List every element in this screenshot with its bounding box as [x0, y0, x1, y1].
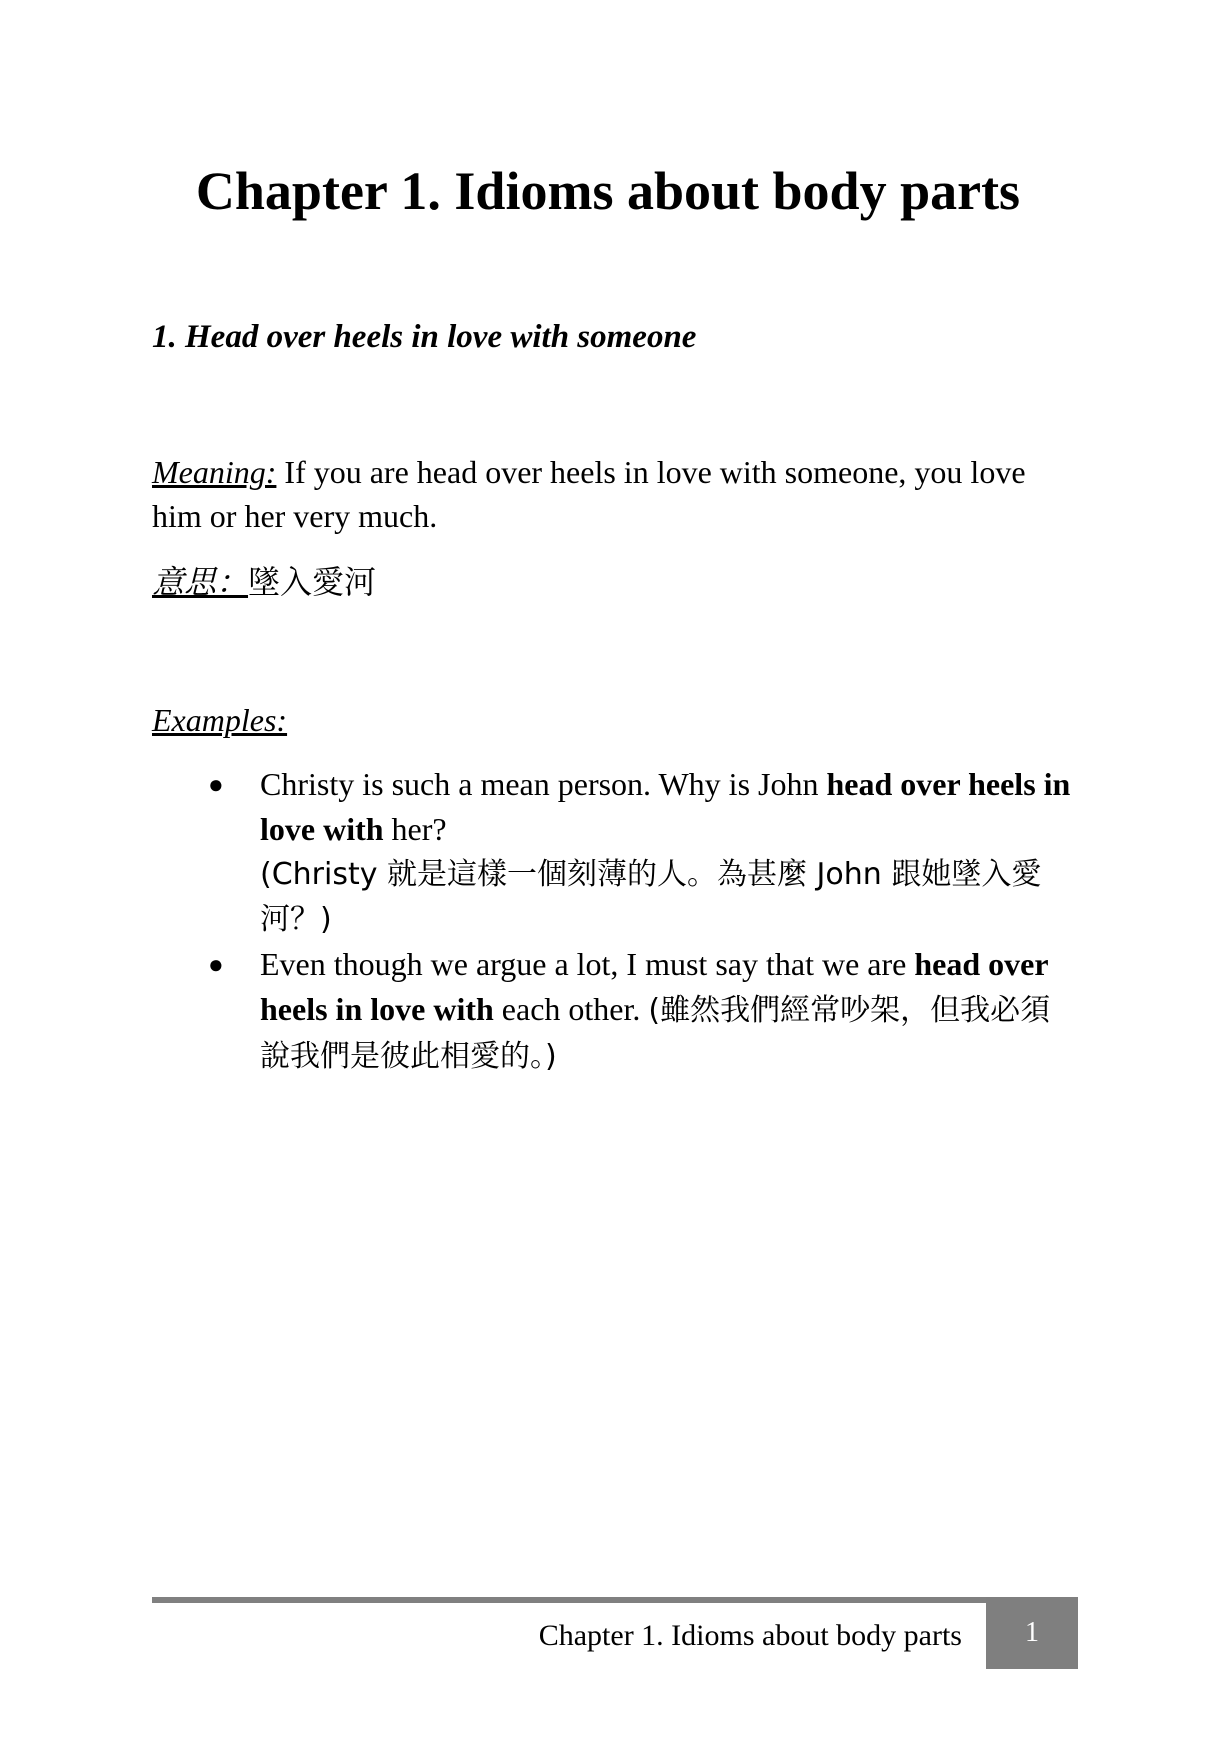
example-1-part2: her?: [383, 811, 447, 847]
page-number: 1: [1025, 1617, 1039, 1648]
bullet-icon: ●: [208, 950, 224, 979]
example-2-text: [260, 946, 1050, 1073]
footer-chapter-title: Chapter 1. Idioms about body parts: [538, 1619, 962, 1652]
example-1-translation: (Christy 就是這樣一個刻薄的人。為甚麼 John 跟她墜入愛河？): [260, 857, 1042, 937]
example-2-part2: each other.: [493, 991, 649, 1027]
examples-list: [152, 762, 1072, 1079]
example-1-bold: head over heels in love with: [260, 766, 1071, 847]
meaning-zh-paragraph: [152, 560, 376, 604]
page-number-box: [986, 1597, 1078, 1669]
chapter-title: Chapter 1. Idioms about body parts: [195, 161, 1021, 221]
examples-label: [152, 698, 287, 742]
meaning-text: If you are head over heels in love with someone, you love him or her very much.: [152, 454, 1026, 534]
bullet-icon: ●: [208, 770, 224, 799]
meaning-zh-label: 意思：: [152, 563, 249, 601]
idiom-heading: 1. Head over heels in love with someone: [152, 319, 697, 355]
example-item: [152, 762, 1072, 942]
example-1-text: [260, 766, 1070, 847]
example-1-part1: Christy is such a mean person. Why is John: [260, 766, 827, 802]
examples-label-text: Examples:: [152, 702, 288, 738]
meaning-paragraph: [152, 450, 1052, 538]
example-item: [152, 942, 1072, 1079]
example-2-bold: head over heels in love with: [260, 946, 1048, 1027]
meaning-zh-text: 墜入愛河: [248, 563, 377, 601]
meaning-label: Meaning:: [152, 454, 277, 490]
example-2-part1: Even though we argue a lot, I must say that we are: [260, 946, 915, 982]
example-2-translation: (雖然我們經常吵架，但我必須說我們是彼此相愛的。): [260, 993, 1051, 1074]
footer-rule: [152, 1597, 986, 1603]
